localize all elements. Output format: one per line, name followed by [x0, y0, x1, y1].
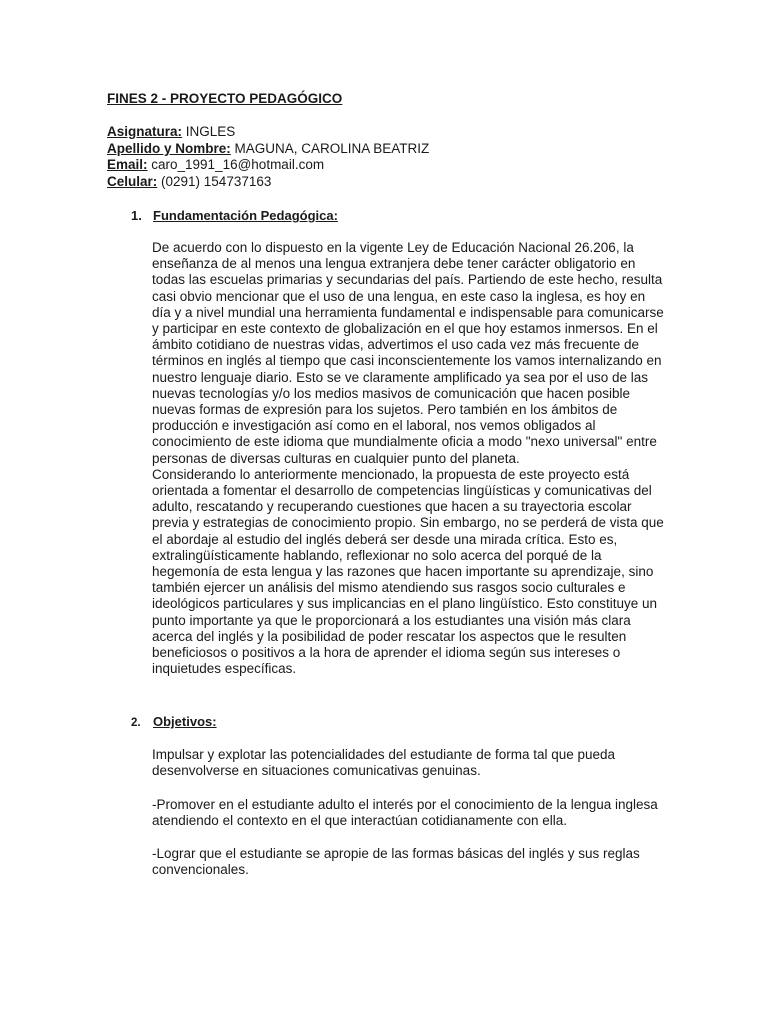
objective-item: Impulsar y explotar las potencialidades del estudiante de forma tal que pueda desenvolverse en situaciones comunicativas genuinas. [152, 747, 616, 779]
email-value: caro_1991_16@hotmail.com [147, 157, 325, 173]
subject-row [107, 124, 429, 141]
section-1-number: 1. [131, 208, 142, 223]
name-value: MAGUNA, CAROLINA BEATRIZ [230, 140, 430, 156]
paragraph: De acuerdo con lo dispuesto en la vigente Ley de Educación Nacional 26.206, la enseñanza de al menos una lengua extranjera debe tener carácter obligatorio en todas las escuelas primarias y secundarias del país. Partiendo de este hecho, resulta casi obvio mencionar que el uso de una lengua, en este caso la inglesa, es hoy en día y a nivel mundial una herramienta fundamental e indispensable para comunicarse y participar en este contexto de globalización en el que hoy estamos inmersos. En el ámbito cotidiano de nuestras vidas, advertimos el uso cada vez más frecuente de términos en inglés al tiempo que casi inconscientemente los vamos internalizando en nuestro lenguaje diario. Esto se ve claramente amplificado ya sea por el uso de las nuevas tecnologías y/o los medios masivos de comunicación que hacen posible nuevas formas de expresión para los sujetos. Pero también en los ámbitos de producción e investigación así como en el laboral, nos vemos obligados al conocimiento de este idioma que mundialmente oficia a modo "nexo universal" entre personas de diversas culturas en cualquier punto del planeta. [152, 240, 664, 466]
section-1-body [152, 240, 666, 677]
name-row [107, 141, 429, 158]
email-label: Email: [107, 157, 148, 173]
objective-item: -Lograr que el estudiante se apropie de las formas básicas del inglés y sus reglas convencionales. [152, 846, 640, 878]
name-label: Apellido y Nombre: [107, 140, 231, 156]
paragraph: Considerando lo anteriormente mencionado, la propuesta de este proyecto está orientada a fomentar el desarrollo de competencias lingüísticas y comunicativas del adulto, rescatando y recuperando cuestiones que hacen a su trayectoria escolar previa y estrategias de conocimiento propio. Sin embargo, no se perderá de vista que el abordaje al estudio del inglés deberá ser desde una mirada crítica. Esto es, extralingüísticamente hablando, reflexionar no solo acerca del porqué de la hegemonía de esta lengua y las razones que hacen importante su aprendizaje, sino también ejercer un análisis del mismo atendiendo sus rasgos socio culturales e ideológicos particulares y sus implicancias en el plano lingüístico. Esto constituye un punto importante ya que le proporcionará a los estudiantes una visión más clara acerca del inglés y la posibilidad de poder rescatar los aspectos que le resulten beneficiosos o positivos a la hora de aprender el idioma según sus intereses o inquietudes específicas. [152, 466, 664, 677]
phone-value: (0291) 154737163 [157, 173, 272, 189]
document-title: FINES 2 - PROYECTO PEDAGÓGICO [107, 91, 343, 106]
phone-row [107, 174, 429, 191]
section-2-number: 2. [131, 717, 141, 729]
section-2-title: Objetivos: [153, 714, 217, 729]
subject-value: INGLES [182, 124, 236, 139]
section-1-heading [131, 208, 338, 223]
subject-label: Asignatura: [107, 124, 183, 139]
section-1-title: Fundamentación Pedagógica: [153, 208, 338, 223]
objective-item: -Promover en el estudiante adulto el interés por el conocimiento de la lengua inglesa atendiendo el contexto en el que interactúan cotidianamente con ella. [152, 797, 658, 829]
phone-label: Celular: [107, 173, 158, 189]
email-row [107, 157, 429, 174]
section-2-heading [131, 714, 217, 729]
header-info [107, 124, 429, 190]
